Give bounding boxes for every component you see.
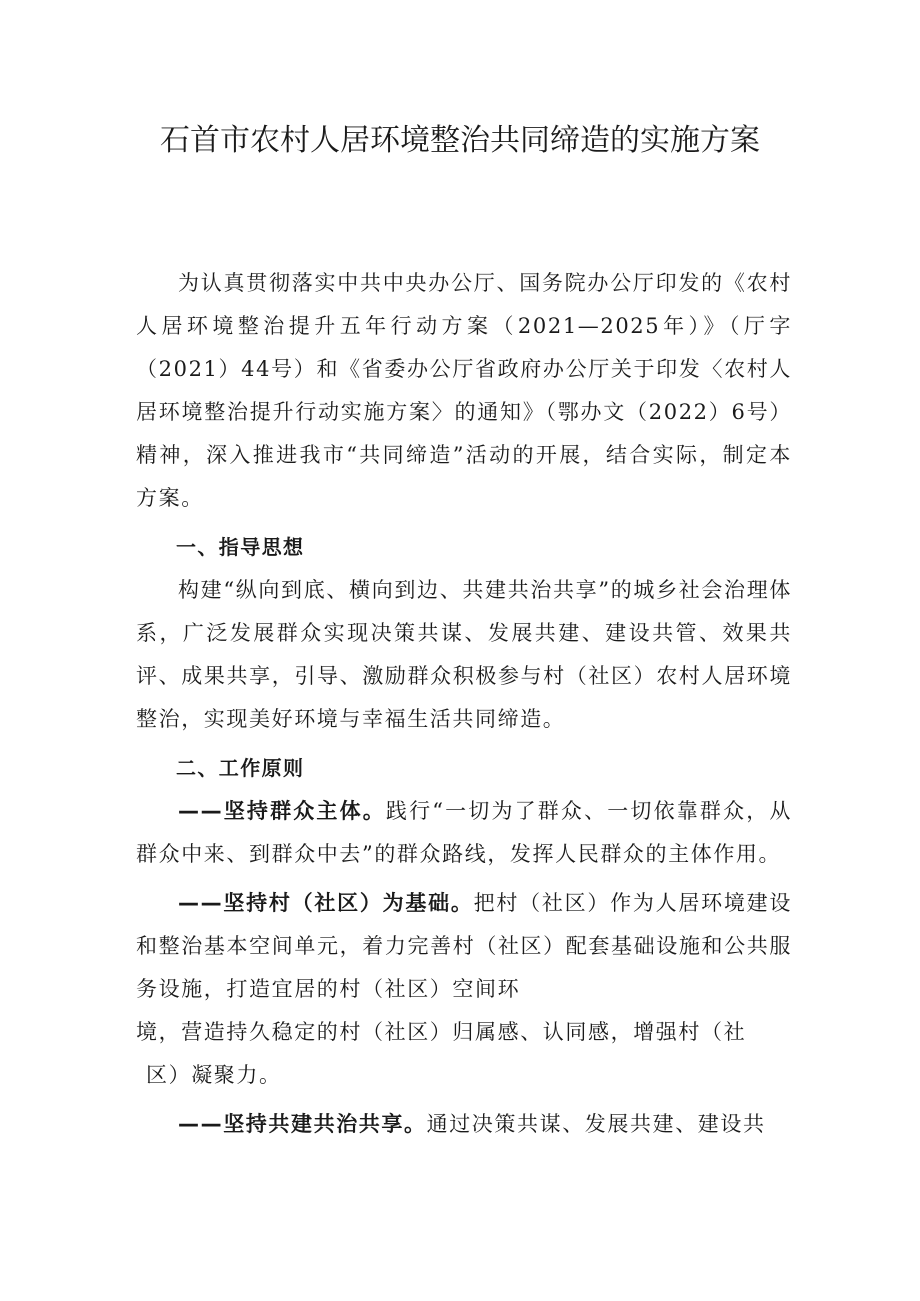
document-title: 石首市农村人居环境整治共同缔造的实施方案	[160, 123, 760, 158]
principle-village-continuation	[136, 1011, 792, 1097]
document-body	[136, 262, 792, 1146]
principle-cobuild-text: 通过决策共谋、发展共建、建设共	[426, 1112, 766, 1136]
principle-village-text-part2: 境，营造持久稳定的村（社区）归属感、认同感，增强村（社	[136, 1020, 747, 1044]
principle-village-lead: ——坚持村（社区）为基础。	[178, 891, 474, 915]
principle-village-text-part3: 区）凝聚力。	[146, 1063, 282, 1087]
principle-village-paragraph	[136, 882, 792, 1011]
principle-village-text-part1: 把村（社区）作为人居环境建设和整治基本空间单元，着力完善村（社区）配套基础设施和公共服务设施，打造宜居的村（社区）空间环	[136, 891, 792, 1001]
principle-cobuild-paragraph	[136, 1103, 792, 1146]
principle-masses-text: 践行“一切为了群众、一切依靠群众，从群众中来、到群众中去”的群众路线，发挥人民群众的主体作用。	[136, 799, 792, 866]
section-heading-guiding-thought: 一、指导思想	[176, 535, 305, 559]
principle-masses-paragraph	[136, 790, 792, 876]
section-heading-work-principles: 二、工作原则	[176, 756, 305, 780]
principle-cobuild-lead: ——坚持共建共治共享。	[178, 1112, 427, 1136]
intro-paragraph: 为认真贯彻落实中共中央办公厅、国务院办公厅印发的《农村人居环境整治提升五年行动方案（2021—2025年）》（厅字（2021）44号）和《省委办公厅省政府办公厅关于印发〈农村人居环境整治提升行动实施方案〉的通知》（鄂办文（2022）6号）精神，深入推进我市“共同缔造”活动的开展，结合实际，制定本方案。	[136, 271, 792, 510]
guiding-thought-paragraph: 构建“纵向到底、横向到边、共建共治共享”的城乡社会治理体系，广泛发展群众实现决策共谋、发展共建、建设共管、效果共评、成果共享，引导、激励群众积极参与村（社区）农村人居环境整治，实现美好环境与幸福生活共同缔造。	[136, 578, 792, 731]
principle-masses-lead: ——坚持群众主体。	[178, 799, 386, 823]
